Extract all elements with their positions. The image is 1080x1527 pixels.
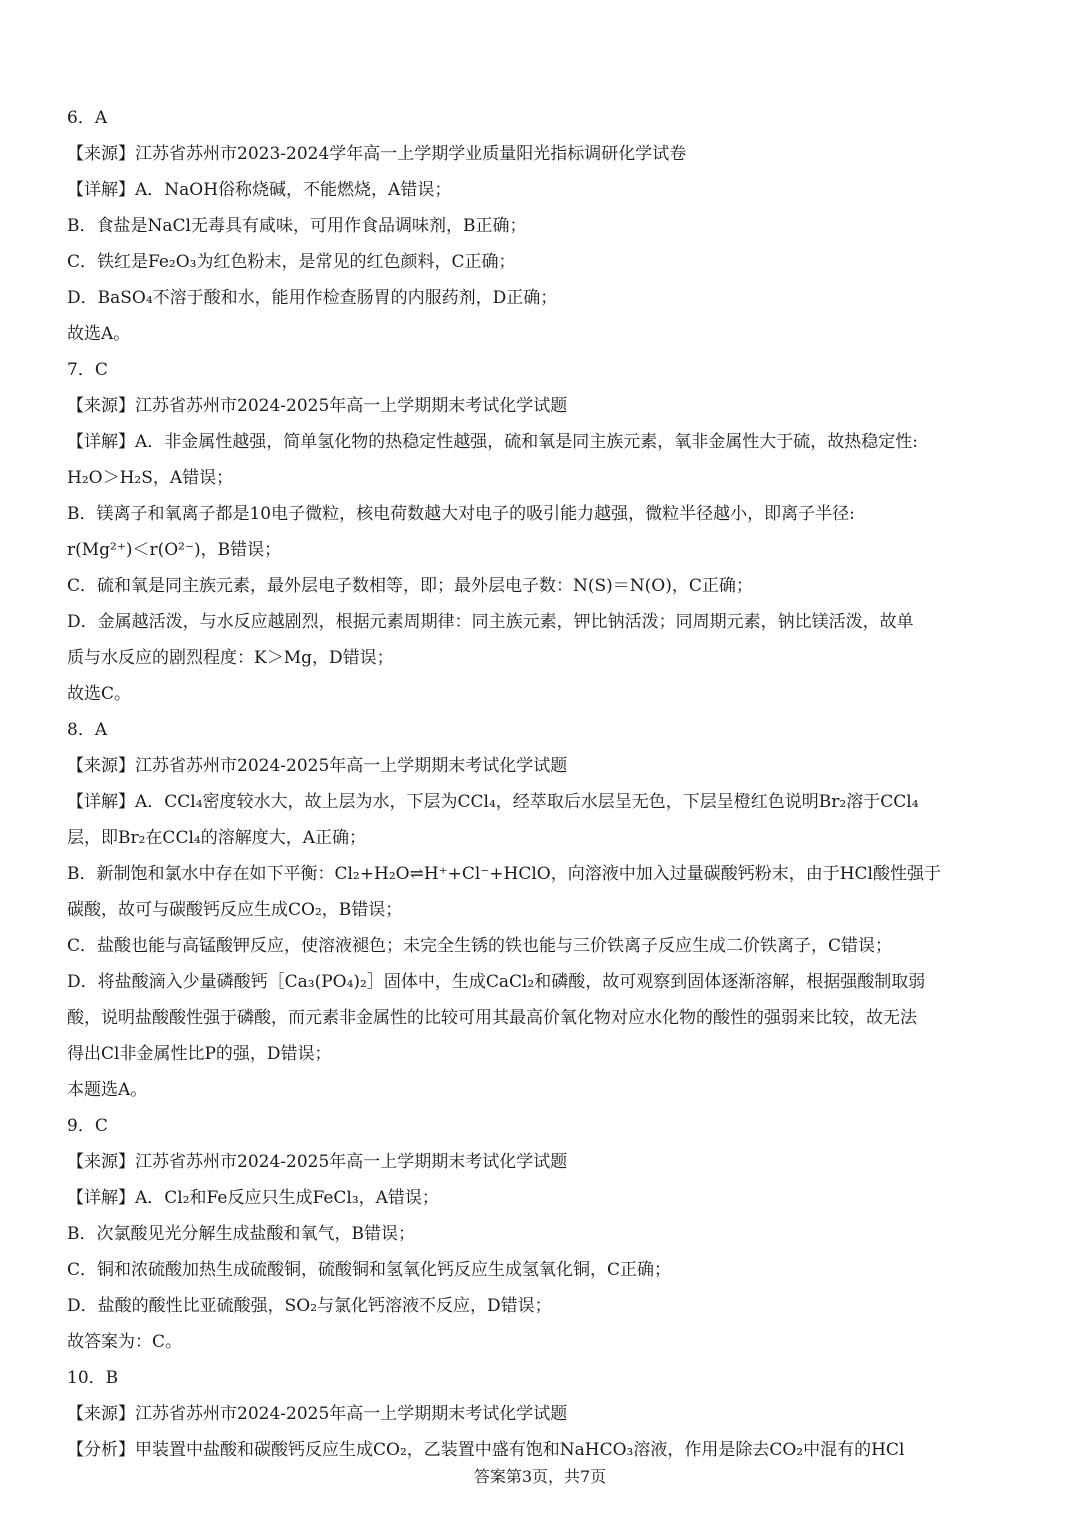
- text-line: r(Mg²⁺)＜r(O²⁻)，B错误；: [67, 540, 282, 560]
- text-line: B．新制饱和氯水中存在如下平衡：Cl₂+H₂O⇌H⁺+Cl⁻+HClO，向溶液中加入过量碳酸钙粉末，由于HCl酸性强于: [67, 864, 941, 884]
- text-line: 7．C: [67, 360, 108, 380]
- text-line: C．铜和浓硫酸加热生成硫酸铜，硫酸铜和氢氧化钙反应生成氢氧化铜，C正确；: [67, 1260, 672, 1280]
- text-line: 质与水反应的剧烈程度：K＞Mg，D错误；: [67, 648, 394, 668]
- text-line: B．镁离子和氧离子都是10电子微粒，核电荷数越大对电子的吸引能力越强，微粒半径越小，即离子半径:: [67, 504, 855, 524]
- text-line: 【详解】A．CCl₄密度较水大，故上层为水，下层为CCl₄，经萃取后水层呈无色，下层呈橙红色说明Br₂溶于CCl₄: [67, 792, 919, 812]
- page-footer: 答案第3页，共7页: [473, 1467, 607, 1486]
- text-line: 故选A。: [67, 324, 131, 344]
- text-line: 【详解】A．NaOH俗称烧碱，不能燃烧，A错误；: [67, 180, 452, 200]
- text-line: 【来源】江苏省苏州市2023-2024学年高一上学期学业质量阳光指标调研化学试卷: [67, 144, 687, 164]
- text-line: D．BaSO₄不溶于酸和水，能用作检查肠胃的内服药剂，D正确；: [67, 288, 558, 308]
- text-line: 【详解】A．非金属性越强，简单氢化物的热稳定性越强，硫和氧是同主族元素，氧非金属性大于硫，故热稳定性:: [67, 432, 919, 452]
- text-line: D．金属越活泼，与水反应越剧烈，根据元素周期律：同主族元素，钾比钠活泼；同周期元素，钠比镁活泼，故单: [67, 612, 914, 632]
- text-line: D．盐酸的酸性比亚硫酸强，SO₂与氯化钙溶液不反应，D错误；: [67, 1296, 552, 1316]
- text-line: 10．B: [67, 1368, 119, 1388]
- text-line: 故答案为：C。: [67, 1332, 183, 1352]
- text-line: H₂O＞H₂S，A错误；: [67, 468, 234, 488]
- text-line: 本题选A。: [67, 1080, 148, 1100]
- text-line: C．铁红是Fe₂O₃为红色粉末，是常见的红色颜料，C正确；: [67, 252, 516, 272]
- text-line: 酸，说明盐酸酸性强于磷酸，而元素非金属性的比较可用其最高价氧化物对应水化物的酸性的强弱来比较，故无法: [67, 1008, 917, 1028]
- text-line: 碳酸，故可与碳酸钙反应生成CO₂，B错误；: [67, 900, 403, 920]
- text-line: 故选C。: [67, 684, 132, 704]
- text-line: 【来源】江苏省苏州市2024-2025年高一上学期期末考试化学试题: [67, 1404, 568, 1424]
- text-line: 【分析】甲装置中盐酸和碳酸钙反应生成CO₂，乙装置中盛有饱和NaHCO₃溶液，作用是除去CO₂中混有的HCl: [67, 1440, 905, 1460]
- text-line: C．硫和氧是同主族元素，最外层电子数相等，即；最外层电子数：N(S)＝N(O)，C正确；: [67, 576, 753, 596]
- text-line: 【来源】江苏省苏州市2024-2025年高一上学期期末考试化学试题: [67, 396, 568, 416]
- text-line: 层，即Br₂在CCl₄的溶解度大，A正确；: [67, 828, 366, 848]
- text-line: B．次氯酸见光分解生成盐酸和氧气，B错误；: [67, 1224, 415, 1244]
- text-line: 【来源】江苏省苏州市2024-2025年高一上学期期末考试化学试题: [67, 756, 568, 776]
- answer-content: [67, 106, 1017, 1474]
- text-line: 9．C: [67, 1116, 108, 1136]
- text-line: B．食盐是NaCl无毒具有咸味，可用作食品调味剂，B正确；: [67, 216, 527, 236]
- text-line: C．盐酸也能与高锰酸钾反应，使溶液褪色；未完全生锈的铁也能与三价铁离子反应生成二价铁离子，C错误；: [67, 936, 893, 956]
- text-line: D．将盐酸滴入少量磷酸钙［Ca₃(PO₄)₂］固体中，生成CaCl₂和磷酸，故可观察到固体逐渐溶解，根据强酸制取弱: [67, 972, 926, 992]
- text-line: 8．A: [67, 720, 108, 740]
- text-line: 得出Cl非金属性比P的强，D错误；: [67, 1044, 332, 1064]
- text-line: 【来源】江苏省苏州市2024-2025年高一上学期期末考试化学试题: [67, 1152, 568, 1172]
- text-line: 【详解】A．Cl₂和Fe反应只生成FeCl₃，A错误；: [67, 1188, 439, 1208]
- text-line: 6．A: [67, 108, 108, 128]
